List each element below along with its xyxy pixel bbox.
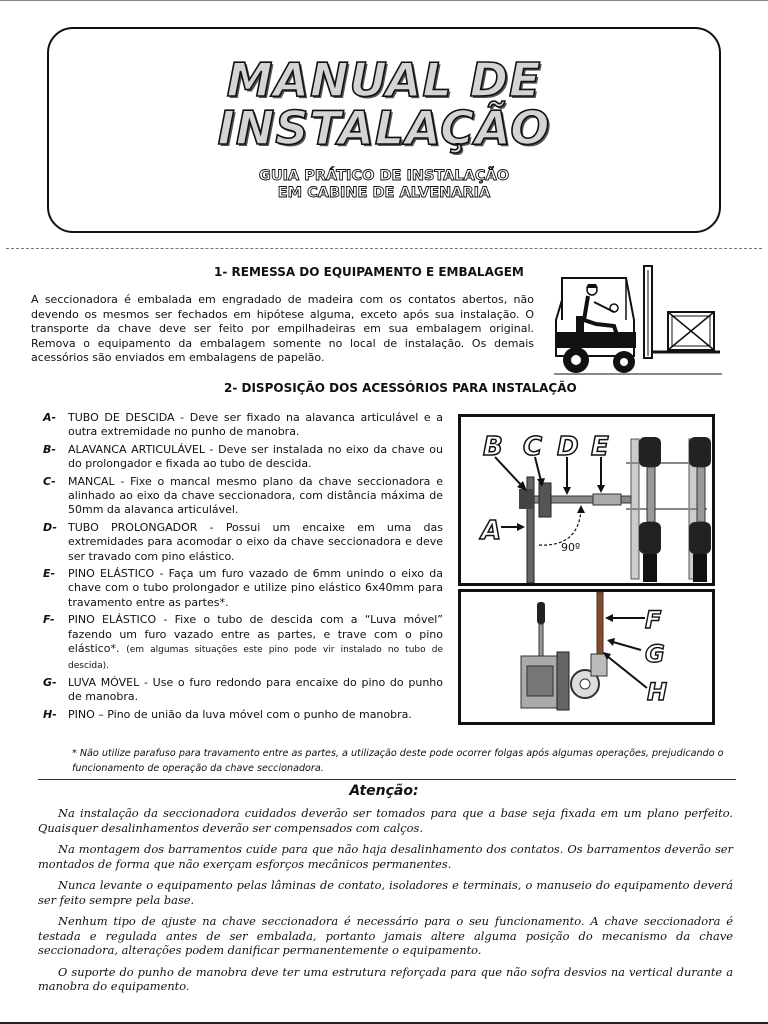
attention-paragraph: Na montagem dos barramentos cuide para que não haja desalinhamento dos contatos. Os barramentos deverão ser montados de forma que não exerçam esforços mecânicos permanentes. <box>38 842 733 871</box>
section1-heading: 1- REMESSA DO EQUIPAMENTO E EMBALAGEM <box>214 265 524 279</box>
label-d: D <box>557 432 579 462</box>
list-item: G- LUVA MÓVEL - Use o furo redondo para encaixe do pino do punho de manobra. <box>43 675 443 704</box>
attention-title: Atenção: <box>349 783 419 799</box>
assembly-diagram-bottom <box>458 589 715 725</box>
accessory-list <box>43 411 443 725</box>
label-a: A <box>481 516 502 546</box>
label-b: B <box>483 432 503 462</box>
subtitle-line2: EM CABINE DE ALVENARIA <box>277 185 491 201</box>
manual-title-line2: INSTALAÇÃO <box>217 101 551 155</box>
list-item: D- TUBO PROLONGADOR - Possui um encaixe em uma das extremidades para acomodar o eixo da chave seccionadora e deve ser travado com pino elástico. <box>43 520 443 563</box>
label-f: F <box>645 606 662 634</box>
title-box <box>47 27 721 233</box>
label-c: C <box>523 432 543 462</box>
list-item: B- ALAVANCA ARTICULÁVEL - Deve ser instalada no eixo da chave ou do prolongador e fixada ao tubo de descida. <box>43 442 443 471</box>
dashed-separator <box>6 248 762 249</box>
label-e: E <box>591 432 609 462</box>
attention-paragraph: Nenhum tipo de ajuste na chave seccionadora é necessário para o seu funcionamento. A chave seccionadora é testada e regulada antes de ser embalada, portanto jamais altere alguma posição do mecanismo da chave seccionadora, alterações podem danificar permanentemente o equipamento. <box>38 914 733 957</box>
subtitle-line1: GUIA PRÁTICO DE INSTALAÇÃO <box>258 168 510 184</box>
section2-heading: 2- DISPOSIÇÃO DOS ACESSÓRIOS PARA INSTALAÇÃO <box>224 381 577 395</box>
page-top-border <box>0 0 768 1</box>
list-item: A- TUBO DE DESCIDA - Deve ser fixado na alavanca articulável e a outra extremidade no punho de manobra. <box>43 411 443 439</box>
attention-paragraph: Na instalação da seccionadora cuidados deverão ser tomados para que a base seja fixada em um plano perfeito. Quaisquer desalinhamentos deverão ser compensados com calços. <box>38 806 733 835</box>
label-g: G <box>645 640 665 668</box>
list-item: H- PINO – Pino de união da luva móvel com o punho de manobra. <box>43 707 412 721</box>
horizontal-rule <box>38 779 736 780</box>
assembly-diagram-top <box>458 414 715 586</box>
list-item: E- PINO ELÁSTICO - Faça um furo vazado de 6mm unindo o eixo da chave com o tubo prolongador e utilize pino elástico 6x40mm para travamento entre as partes*. <box>43 567 443 609</box>
manual-title-line1: MANUAL DE <box>226 53 542 107</box>
angle-label: 90º <box>561 541 581 554</box>
list-item-note: (em algumas situações este pino pode vir instalado no tubo de descida). <box>68 645 444 671</box>
list-item: F- PINO ELÁSTICO - Fixe o tubo de descida com a “Luva móvel” fazendo um furo vazado entre as partes, e trave com o pino elástico*. (em algumas situações este pino pode vir instalado no tubo de descida). <box>43 613 444 671</box>
attention-section <box>38 806 733 1001</box>
forklift-illustration <box>548 260 724 380</box>
label-h: H <box>647 678 668 706</box>
section1-paragraph: A seccionadora é embalada em engradado de madeira com os contatos abertos, não devendo os mesmos ser fechados em hipótese alguma, exceto após sua instalação. O transporte da chave deve ser feito por empilhadeiras em sua embalagem original. Remova o equipamento da embalagem somente no local de instalação. Os demais acessórios são enviados em embalagens de papelão. <box>31 293 534 365</box>
attention-paragraph: Nunca levante o equipamento pelas lâminas de contato, isoladores e terminais, o manuseio do equipamento deverá ser feito sempre pela base. <box>38 878 733 907</box>
list-item: C- MANCAL - Fixe o mancal mesmo plano da chave seccionadora e alinhado ao eixo da chave seccionadora, com distância máxima de 50mm da alavanca articulável. <box>43 474 443 517</box>
attention-paragraph: O suporte do punho de manobra deve ter uma estrutura reforçada para que não sofra desvios na vertical durante a manobra do equipamento. <box>38 964 733 993</box>
footnote: * Não utilize parafuso para travamento entre as partes, a utilização deste pode ocorrer folgas após algumas operações, prejudicando o funcionamento de operação da chave seccionadora. <box>72 748 724 774</box>
